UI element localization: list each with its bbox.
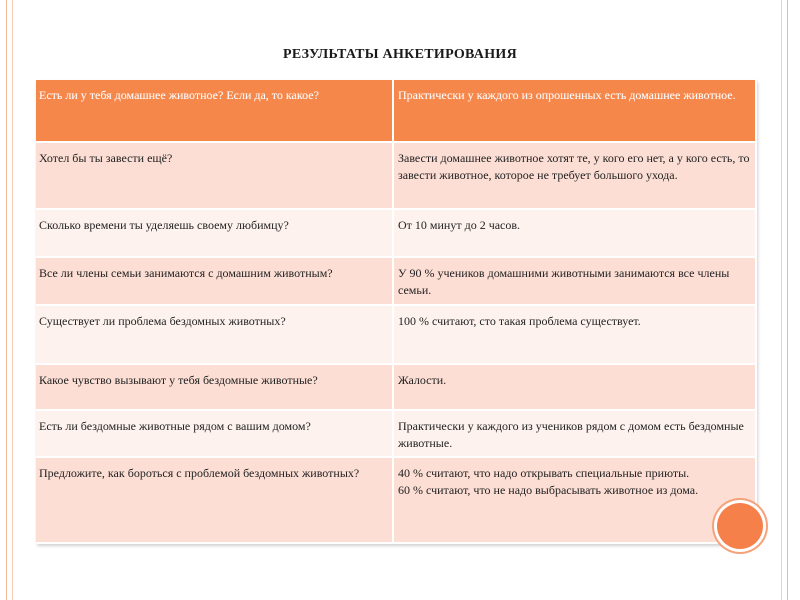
answer-line: 100 % считают, сто такая проблема существует. xyxy=(398,314,641,328)
answer-line: Жалости. xyxy=(398,373,447,387)
question-cell: Какое чувство вызывают у тебя бездомные животные? xyxy=(36,364,393,410)
question-cell: Сколько времени ты уделяешь своему любимцу? xyxy=(36,209,393,257)
survey-results-table xyxy=(36,80,757,544)
answer-cell xyxy=(393,364,756,410)
decorative-circle xyxy=(717,503,763,549)
question-cell: Предложите, как бороться с проблемой бездомных животных? xyxy=(36,457,393,543)
question-cell: Существует ли проблема бездомных животных? xyxy=(36,305,393,364)
table-row xyxy=(36,142,756,209)
answer-cell xyxy=(393,80,756,142)
answer-line: У 90 % учеников домашними животными занимаются все члены семьи. xyxy=(398,266,730,297)
answer-line: Практически у каждого из учеников рядом с домом есть бездомные животные. xyxy=(398,419,744,450)
answer-line: Завести домашнее животное хотят те, у кого его нет, а у кого есть, то завести животное, которое не требует большого ухода. xyxy=(398,151,750,182)
slide-title: РЕЗУЛЬТАТЫ АНКЕТИРОВАНИЯ xyxy=(282,47,517,62)
answer-cell xyxy=(393,410,756,457)
table-row xyxy=(36,410,756,457)
table-row-header xyxy=(36,80,756,142)
table-row xyxy=(36,364,756,410)
answer-cell xyxy=(393,142,756,209)
answer-cell xyxy=(393,457,756,543)
answer-cell xyxy=(393,305,756,364)
table-row xyxy=(36,305,756,364)
answer-cell xyxy=(393,257,756,305)
answer-cell xyxy=(393,209,756,257)
answer-line: От 10 минут до 2 часов. xyxy=(398,218,521,232)
question-cell: Есть ли у тебя домашнее животное? Если да, то какое? xyxy=(36,80,393,142)
question-cell: Есть ли бездомные животные рядом с вашим домом? xyxy=(36,410,393,457)
table-row xyxy=(36,257,756,305)
answer-line: Практически у каждого из опрошенных есть домашнее животное. xyxy=(398,88,736,102)
table-row xyxy=(36,457,756,543)
question-cell: Все ли члены семьи занимаются с домашним животным? xyxy=(36,257,393,305)
question-cell: Хотел бы ты завести ещё? xyxy=(36,142,393,209)
table-row xyxy=(36,209,756,257)
answer-line: 40 % считают, что надо открывать специальные приюты. xyxy=(398,466,690,480)
answer-line: 60 % считают, что не надо выбрасывать животное из дома. xyxy=(398,483,699,497)
